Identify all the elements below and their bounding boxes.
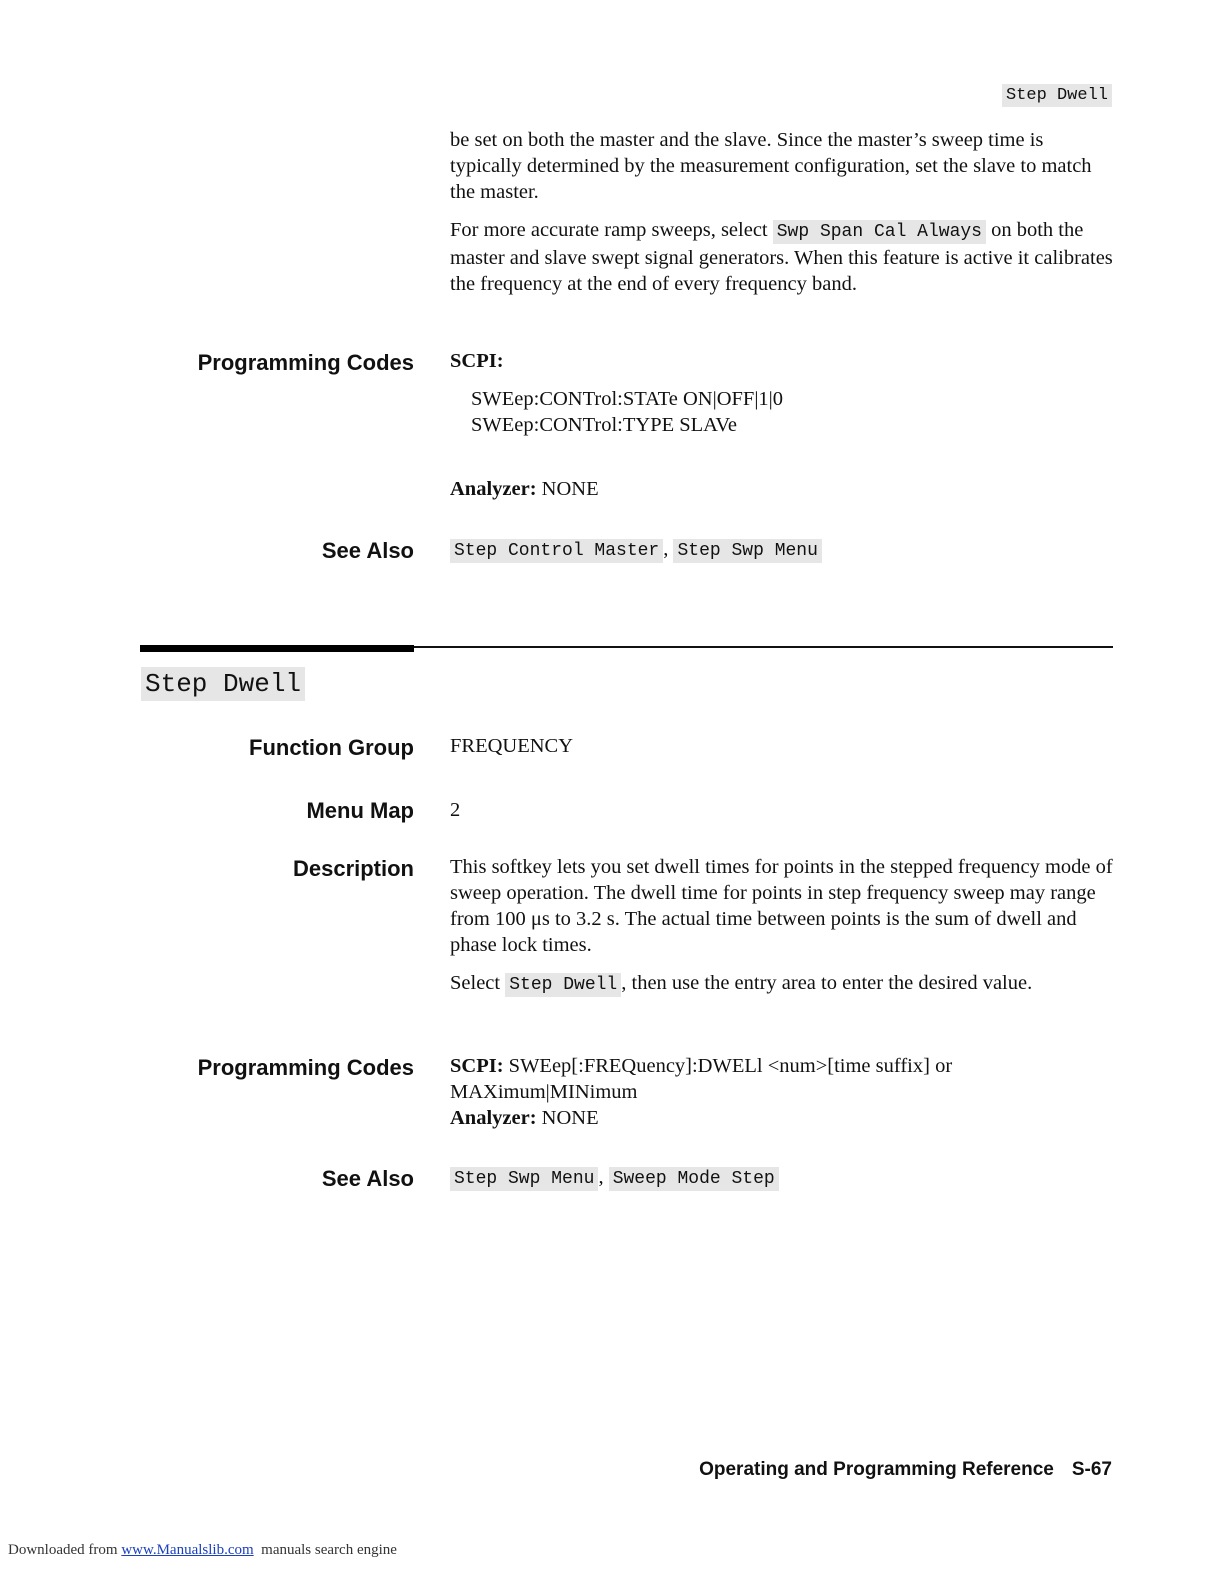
analyzer-label-2: Analyzer:: [450, 1107, 537, 1129]
description-block: [450, 854, 1115, 998]
function-group-value: FREQUENCY: [450, 735, 574, 757]
programming-codes-label-2: Programming Codes: [197, 1055, 414, 1080]
see-also-label-2: See Also: [321, 1166, 414, 1191]
step-dwell-softkey[interactable]: Step Dwell: [505, 973, 621, 997]
section-divider-thick: [140, 645, 414, 652]
scpi-label: SCPI:: [450, 350, 504, 372]
analyzer-value: NONE: [541, 478, 599, 500]
analyzer-value-2: NONE: [541, 1107, 599, 1129]
section-title: Step Dwell: [141, 667, 305, 701]
paragraph-2: For more accurate ramp sweeps, select Swp Span Cal Always on both the master and slave swept signal generators. When this feature is active it calibrates the frequency at the end of every frequency band.: [450, 219, 1113, 295]
function-group-label: Function Group: [249, 735, 414, 760]
page-footer: [699, 1459, 1112, 1481]
scpi-command-1: SWEep:CONTrol:STATe ON|OFF|1|0: [471, 388, 784, 410]
description-label: Description: [292, 856, 414, 881]
page-number: S-67: [1071, 1459, 1112, 1480]
scpi-command-dwell: SWEep[:FREQuency]:DWELl <num>[time suffix] or MAXimum|MINimum: [450, 1055, 953, 1103]
analyzer-label: Analyzer:: [450, 478, 537, 500]
sweep-mode-step-link[interactable]: Sweep Mode Step: [609, 1167, 779, 1191]
paragraph-1: be set on both the master and the slave. Since the master’s sweep time is typically determined by the measurement configuration, set the slave to match the master.: [450, 129, 1092, 203]
scpi-label-2: SCPI:: [450, 1055, 504, 1077]
step-swp-menu-link-2[interactable]: Step Swp Menu: [450, 1167, 598, 1191]
programming-codes-label: Programming Codes: [197, 350, 414, 375]
continued-paragraph: [450, 127, 1115, 297]
description-paragraph-1: This softkey lets you set dwell times for points in the stepped frequency mode of sweep operation. The dwell time for points in step frequency sweep may range from 100 μs to 3.2 s. The actual time between points is the sum of dwell and phase lock times.: [450, 856, 1113, 956]
programming-codes-block-2: [450, 1053, 1115, 1131]
step-swp-menu-link[interactable]: Step Swp Menu: [673, 539, 821, 563]
swp-span-cal-always-softkey[interactable]: Swp Span Cal Always: [773, 220, 986, 244]
scpi-command-2: SWEep:CONTrol:TYPE SLAVe: [471, 414, 737, 436]
menu-map-value: 2: [450, 799, 461, 821]
manualslib-link[interactable]: www.Manualslib.com: [121, 1542, 254, 1558]
see-also-label: See Also: [321, 538, 414, 563]
see-also-links-2: Step Swp Menu , Sweep Mode Step: [450, 1164, 1115, 1192]
step-control-master-link[interactable]: Step Control Master: [450, 539, 663, 563]
programming-codes-block: [450, 348, 1115, 502]
download-attribution: Downloaded from www.Manualslib.com manuals search engine: [8, 1542, 397, 1558]
see-also-links: Step Control Master , Step Swp Menu: [450, 536, 1115, 564]
footer-section-title: Operating and Programming Reference: [699, 1459, 1054, 1480]
menu-map-label: Menu Map: [306, 798, 414, 823]
description-paragraph-2: Select Step Dwell , then use the entry area to enter the desired value.: [450, 972, 1033, 995]
running-head: Step Dwell: [1002, 84, 1112, 107]
